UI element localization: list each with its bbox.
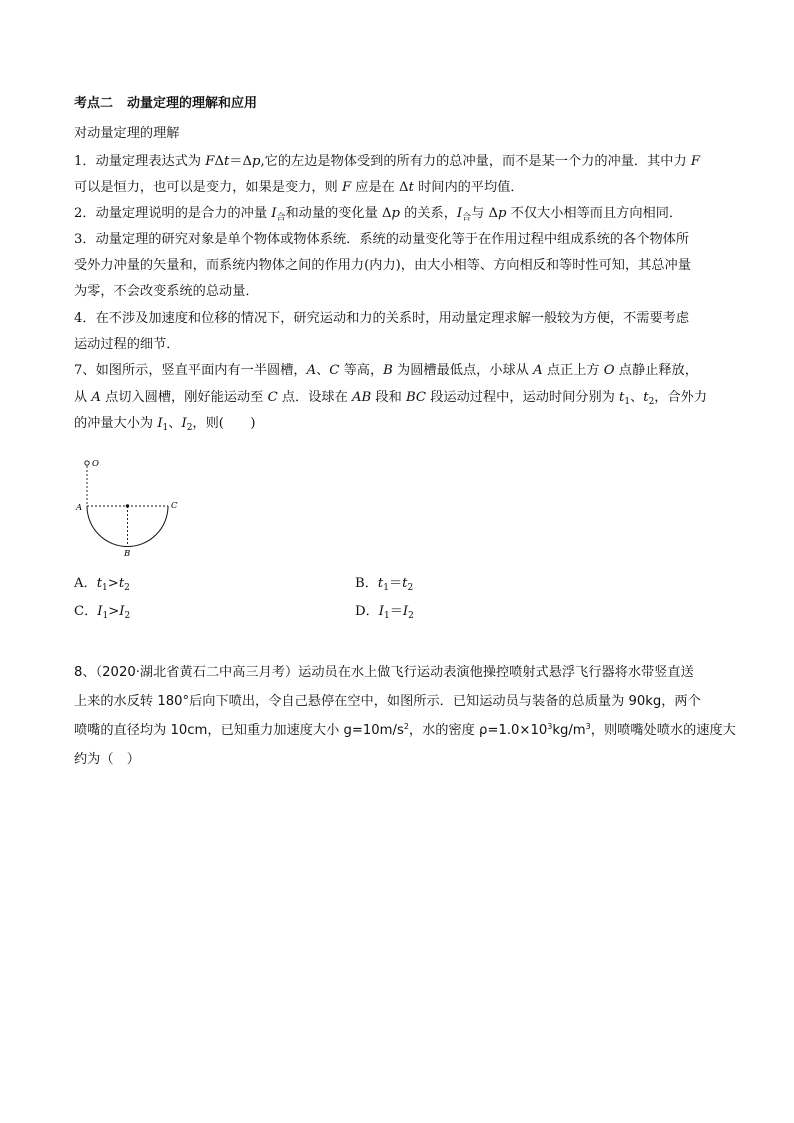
q7-option-a[interactable]: A．$t_1>t_2$ — [74, 576, 130, 593]
q7-line-3: 的冲量大小为 $I_1$、$I_2$，则( ) — [74, 416, 256, 433]
point-3-line-1: 3．动量定理的研究对象是单个物体或物体系统．系统的动量变化等于在作用过程中组成系统的各个物体所 — [74, 232, 690, 247]
point-o-marker — [85, 461, 89, 465]
q7-line-2: 从 A 点切入圆槽，刚好能运动至 C 点．设球在 AB 段和 BC 段运动过程中，运动时间分别为 $t_1$、$t_2$，合外力 — [74, 390, 708, 407]
figure-label-c: C — [171, 501, 178, 511]
section-heading — [74, 95, 257, 113]
figure-label-o: O — [92, 459, 99, 469]
point-1-line-1: 1．动量定理表达式为 FΔt＝Δp,它的左边是物体受到的所有力的总冲量，而不是某一个力的冲量．其中力 F — [74, 154, 700, 169]
q8-line-3: 喷嘴的直径均为 10cm，已知重力加速度大小 $g=10m/s^2$，水的密度 $\rho=1.0\times 10^3kg/m^3$，则喷嘴处喷水的速度大 — [74, 722, 736, 738]
point-3-line-3: 为零，不会改变系统的总动量． — [74, 284, 259, 299]
subheading: 对动量定理的理解 — [74, 126, 180, 141]
point-2: 2．动量定理说明的是合力的冲量 $I_合$和动量的变化量 Δp 的关系，$I_合$与 Δp 不仅大小相等而且方向相同． — [74, 206, 683, 223]
q7-option-b[interactable]: B．$t_1=t_2$ — [355, 576, 414, 593]
q7-option-d[interactable]: D．$I_1=I_2$ — [355, 604, 414, 621]
q7-line-1: 7、如图所示，竖直平面内有一半圆槽，A、C 等高，B 为圆槽最低点，小球从 A 点正上方 O 点静止释放， — [74, 363, 698, 378]
section-label: 考点二 — [74, 96, 114, 111]
point-1-line-2: 可以是恒力，也可以是变力，如果是变力，则 F 应是在 Δt 时间内的平均值． — [74, 180, 524, 195]
section-title: 动量定理的理解和应用 — [127, 96, 258, 111]
figure-label-b: B — [124, 549, 131, 559]
semicircle-trough-figure — [70, 455, 190, 560]
point-3-line-2: 受外力冲量的矢量和，而系统内物体之间的作用力(内力)，由大小相等、方向相反和等时性可知，其总冲量 — [74, 258, 691, 273]
q8-line-1: 8、（2020·湖北省黄石二中高三月考）运动员在水上做飞行运动表演他操控喷射式悬浮飞行器将水带竖直送 — [74, 665, 694, 680]
q8-line-4: 约为（ ） — [74, 752, 140, 767]
q8-line-2: 上来的水反转 180°后向下喷出，令自己悬停在空中，如图所示．已知运动员与装备的总质量为 90kg，两个 — [74, 694, 701, 709]
point-4-line-1: 4．在不涉及加速度和位移的情况下，研究运动和力的关系时，用动量定理求解一般较为方便，不需要考虑 — [74, 311, 690, 326]
q7-option-c[interactable]: C．$I_1>I_2$ — [74, 604, 131, 621]
point-4-line-2: 运动过程的细节． — [74, 337, 180, 352]
center-dot — [126, 504, 129, 507]
figure-label-a: A — [76, 503, 83, 513]
